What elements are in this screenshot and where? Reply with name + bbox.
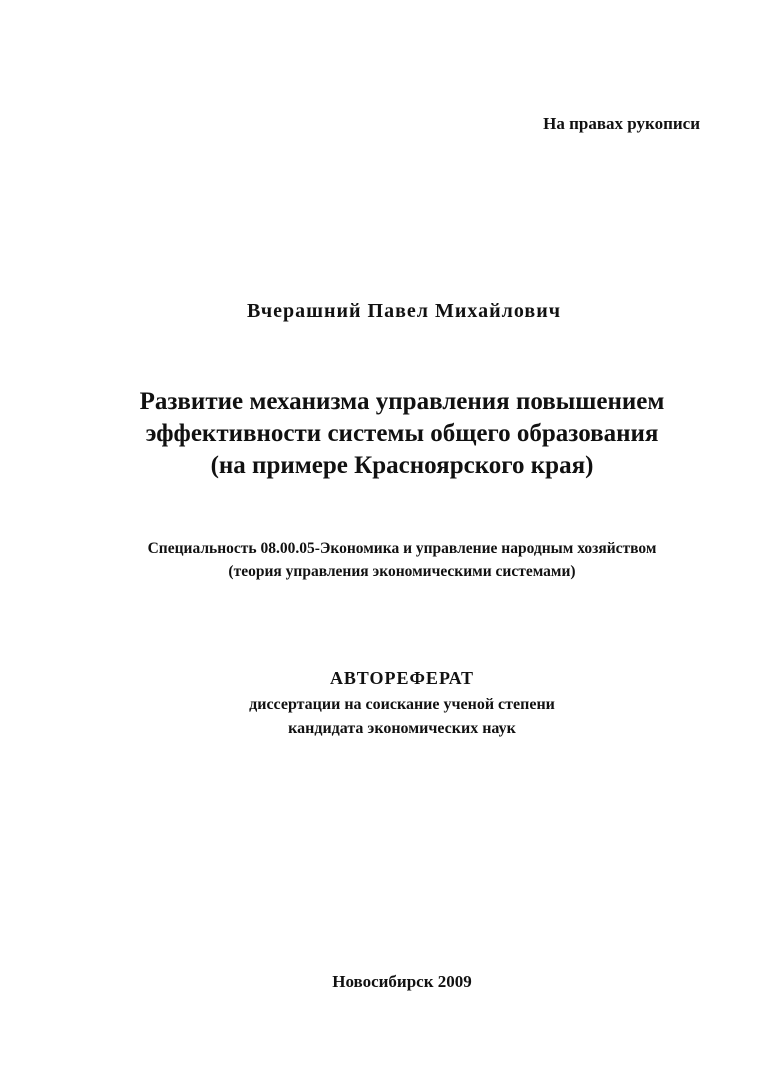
dissertation-title-line-3: (на примере Красноярского края)	[210, 452, 594, 479]
specialty-line-1: Специальность 08.00.05-Экономика и управление народным хозяйством	[147, 540, 657, 557]
dissertation-title-line-1: Развитие механизма управления повышением	[139, 388, 665, 415]
dissertation-title-line-2: эффективности системы общего образования	[145, 420, 659, 447]
place-and-year: Новосибирск 2009	[332, 972, 472, 991]
abstract-heading: АВТОРЕФЕРАТ	[329, 668, 475, 688]
rights-note: На правах рукописи	[543, 114, 700, 133]
author-name: Вчерашний Павел Михайлович	[246, 300, 562, 322]
specialty-line-2: (теория управления экономическими системами)	[228, 563, 576, 580]
abstract-line-2: кандидата экономических наук	[288, 720, 516, 737]
abstract-line-1: диссертации на соискание ученой степени	[249, 696, 555, 713]
